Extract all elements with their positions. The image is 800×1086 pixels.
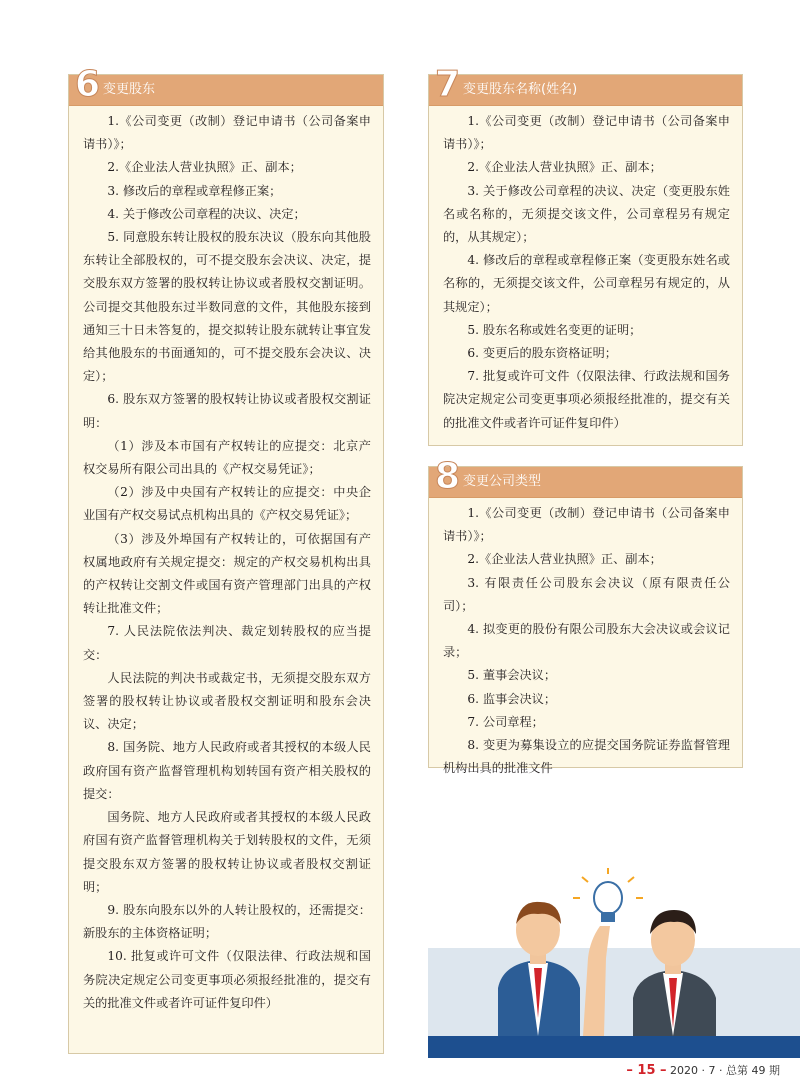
paragraph: 7. 公司章程； (467, 714, 544, 729)
paragraph: 1.《公司变更（改制）登记申请书（公司备案申请书）》； (443, 114, 730, 152)
paragraph: 6. 监事会决议； (467, 691, 557, 706)
paragraph: 5. 同意股东转让股权的股东决议（股东向其他股东转让全部股权的，可不提交股东会决议、决定，提交股东双方签署的股权转让协议或者股权交割证明。公司提交其他股东过半数同意的文件，其他股东接到通知三十日未答复的，提交拟转让股东就转让事宜发给其他股东的书面通知的，可不提交股东会决议、决定）； (83, 230, 371, 384)
section-number: 6 (75, 64, 101, 105)
section-number: 8 (435, 456, 461, 497)
section-title: 变更股东 (103, 82, 156, 97)
page-footer (626, 1062, 780, 1078)
paragraph: 2.《企业法人营业执照》正、副本； (107, 160, 302, 175)
paragraph: 5. 董事会决议； (467, 668, 557, 683)
issue-info: 2020 · 7 · 总第 49 期 (670, 1064, 780, 1077)
illustration (428, 868, 800, 1058)
paragraph: （3）涉及外埠国有产权转让的，可依据国有产权属地政府有关规定提交：规定的产权交易机构出具的产权转让交割文件或国有资产管理部门出具的产权转让批准文件； (83, 531, 371, 616)
paragraph: （1）涉及本市国有产权转让的应提交：北京产权交易所有限公司出具的《产权交易凭证》； (83, 438, 371, 477)
paragraph: 1.《公司变更（改制）登记申请书（公司备案申请书）》； (83, 114, 371, 152)
paragraph: 7. 人民法院依法判决、裁定划转股权的应当提交： (83, 624, 371, 662)
section-header (429, 64, 742, 106)
section-title: 变更股东名称(姓名) (463, 82, 578, 97)
paragraph: 人民法院的判决书或裁定书，无须提交股东双方签署的股权转让协议或者股权交割证明和股东会决议、决定； (83, 670, 371, 732)
section-number: 7 (435, 64, 461, 105)
section-change-shareholder (68, 64, 384, 1054)
paragraph: 4. 修改后的章程或章程修正案（变更股东姓名或名称的，无须提交该文件，公司章程另有规定的，从其规定）； (443, 253, 730, 314)
section-body (429, 106, 742, 435)
paragraph: 国务院、地方人民政府或者其授权的本级人民政府国有资产监督管理机构关于划转股权的文件，无须提交股东双方签署的股权转让协议或者股权交割证明； (83, 810, 371, 894)
section-change-shareholder-name (428, 64, 743, 446)
paragraph: 9. 股东向股东以外的人转让股权的，还需提交：新股东的主体资格证明； (83, 902, 371, 941)
section-title: 变更公司类型 (463, 474, 542, 489)
paragraph: 8. 变更为募集设立的应提交国务院证券监督管理机构出具的批准文件 (443, 738, 730, 776)
paragraph: 4. 关于修改公司章程的决议、决定； (107, 206, 306, 221)
businessman-left-icon (498, 902, 610, 1036)
paragraph: 3. 关于修改公司章程的决议、决定（变更股东姓名或名称的，无须提交该文件，公司章程另有规定的，从其规定）； (443, 183, 730, 245)
paragraph: 5. 股东名称或姓名变更的证明； (467, 322, 642, 337)
paragraph: 2.《企业法人营业执照》正、副本； (467, 552, 662, 567)
paragraph: 7. 批复或许可文件（仅限法律、行政法规和国务院决定规定公司变更事项必须报经批准的，提交有关的批准文件或者许可证件复印件） (443, 369, 730, 430)
paragraph: 8. 国务院、地方人民政府或者其授权的本级人民政府国有资产监督管理机构划转国有资产相关股权的提交： (83, 740, 371, 801)
lightbulb-icon (573, 868, 643, 922)
paragraph: 4. 拟变更的股份有限公司股东大会决议或会议记录； (443, 622, 730, 660)
section-change-company-type (428, 456, 743, 776)
section-header (429, 456, 742, 498)
paragraph: 1.《公司变更（改制）登记申请书（公司备案申请书）》； (443, 506, 730, 544)
page-number: – 15 – (626, 1063, 667, 1078)
section-body (429, 498, 742, 780)
paragraph: （2）涉及中央国有产权转让的应提交：中央企业国有产权交易试点机构出具的《产权交易凭证》； (83, 485, 371, 523)
paragraph: 6. 变更后的股东资格证明； (467, 346, 617, 361)
paragraph: 3. 修改后的章程或章程修正案； (107, 183, 282, 198)
paragraph: 2.《企业法人营业执照》正、副本； (467, 160, 662, 175)
paragraph: 10. 批复或许可文件（仅限法律、行政法规和国务院决定规定公司变更事项必须报经批准的，提交有关的批准文件或者许可证件复印件） (83, 949, 371, 1010)
paragraph: 3. 有限责任公司股东会决议（原有限责任公司）； (443, 575, 730, 613)
paragraph: 6. 股东双方签署的股权转让协议或者股权交割证明： (83, 392, 371, 430)
section-header (69, 64, 383, 106)
section-body (69, 106, 383, 1015)
